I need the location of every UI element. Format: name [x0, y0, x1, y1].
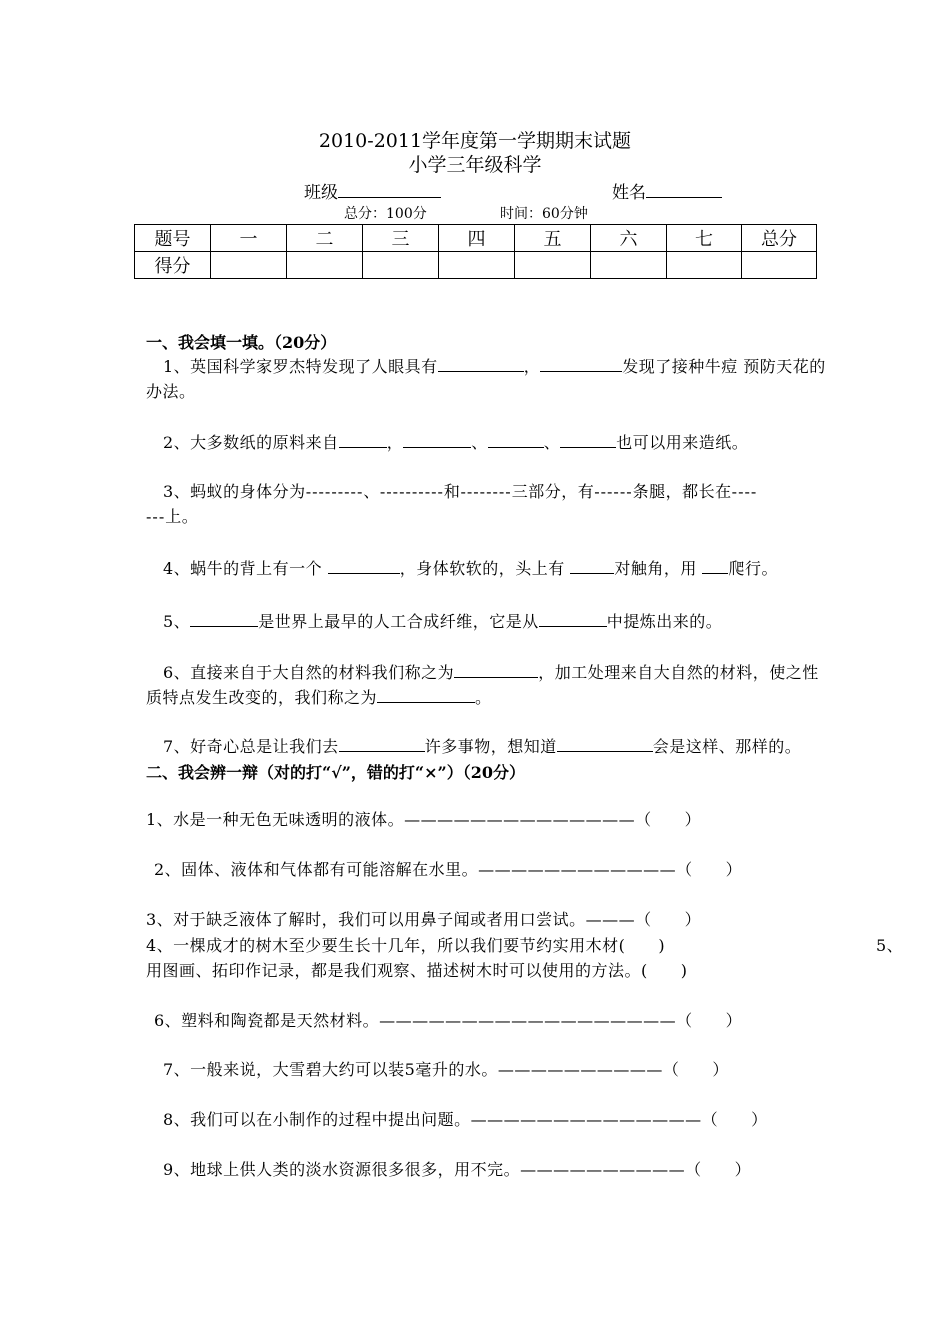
- question-text: 对触角，用: [614, 559, 703, 578]
- score-table-header-cell: 二: [287, 225, 363, 252]
- score-table-header-cell: 三: [363, 225, 439, 252]
- section1-heading: 一、我会填一填。（20分）: [146, 333, 337, 352]
- score-table-header-cell: 四: [439, 225, 515, 252]
- score-cell[interactable]: [439, 252, 515, 279]
- total-score: 总分：100分: [344, 206, 427, 222]
- question-text: 上。: [165, 507, 199, 526]
- class-blank[interactable]: [338, 180, 441, 198]
- score-cell[interactable]: [515, 252, 591, 279]
- true-false-1: 1、水是一种无色无味透明的液体。——————————————（ ）: [146, 810, 702, 829]
- question-text: 中提炼出来的。: [606, 612, 723, 631]
- score-cell[interactable]: [667, 252, 742, 279]
- score-cell[interactable]: [742, 252, 817, 279]
- question-text: 也可以用来造纸。: [616, 433, 749, 452]
- score-table-header-cell: 五: [515, 225, 591, 252]
- question-text: ，加工处理来自大自然的材料，使之性: [538, 663, 819, 682]
- exam-subtitle: 小学三年级科学: [408, 154, 542, 176]
- answer-blank[interactable]: ----------: [379, 482, 444, 501]
- answer-blank[interactable]: [557, 735, 653, 752]
- answer-blank[interactable]: [328, 557, 400, 574]
- question-1-7: [163, 734, 801, 757]
- answer-blank[interactable]: [438, 355, 524, 372]
- question-text: ，身体软软的，头上有: [399, 559, 571, 578]
- score-cell[interactable]: [363, 252, 439, 279]
- question-text: 会是这样、那样的。: [652, 737, 802, 756]
- score-table-score-row: [135, 252, 817, 279]
- answer-blank[interactable]: ----: [731, 482, 758, 501]
- question-1-1: [163, 354, 826, 377]
- score-table-header-cell: 题号: [135, 225, 211, 252]
- question-text: 、: [543, 433, 561, 452]
- question-text: 和: [443, 482, 461, 501]
- question-1-1-cont: 办法。: [146, 382, 196, 401]
- score-cell[interactable]: [591, 252, 667, 279]
- name-blank[interactable]: [646, 180, 722, 198]
- question-text: 许多事物，想知道: [424, 737, 557, 756]
- question-text: 发现了接种牛痘 预防天花的: [622, 357, 826, 376]
- score-table-header-row: [135, 225, 817, 252]
- question-1-3: [163, 479, 757, 502]
- section2-heading: 二、我会辨一辩（对的打“√”，错的打“×”）（20分）: [146, 763, 526, 782]
- question-1-6-cont: [146, 685, 492, 708]
- score-table-header-cell: 总分: [742, 225, 817, 252]
- score-cell[interactable]: [211, 252, 287, 279]
- true-false-3: 3、对于缺乏液体了解时，我们可以用鼻子闻或者用口尝试。———（ ）: [146, 910, 702, 929]
- true-false-2: 2、固体、液体和气体都有可能溶解在水里。————————————（ ）: [154, 860, 743, 879]
- answer-blank[interactable]: ---: [146, 507, 166, 526]
- answer-blank[interactable]: [403, 431, 471, 448]
- question-text: 3、蚂蚁的身体分为: [163, 482, 306, 501]
- answer-blank[interactable]: --------: [460, 482, 512, 501]
- answer-blank[interactable]: [702, 557, 728, 574]
- question-text: 2、大多数纸的原料来自: [163, 433, 339, 452]
- exam-title: 2010-2011学年度第一学期期末试题: [318, 130, 632, 152]
- question-1-6: [163, 660, 819, 683]
- true-false-5-number: 5、: [876, 936, 904, 955]
- true-false-8: 8、我们可以在小制作的过程中提出问题。——————————————（ ）: [163, 1110, 768, 1129]
- exam-time: 时间：60分钟: [500, 206, 588, 222]
- answer-blank[interactable]: [539, 610, 607, 627]
- question-1-2: [163, 430, 748, 453]
- question-text: ，: [386, 433, 404, 452]
- true-false-5: 用图画、拓印作记录，都是我们观察、描述树木时可以使用的方法。( ): [146, 961, 688, 980]
- true-false-9: 9、地球上供人类的淡水资源很多很多，用不完。——————————（ ）: [163, 1160, 752, 1179]
- question-text: 1、英国科学家罗杰特发现了人眼具有: [163, 357, 438, 376]
- score-cell[interactable]: [287, 252, 363, 279]
- question-1-4: [163, 556, 778, 579]
- answer-blank[interactable]: [570, 557, 614, 574]
- answer-blank[interactable]: [488, 431, 544, 448]
- class-field: [304, 178, 441, 203]
- class-label: 班级: [304, 183, 338, 203]
- answer-blank[interactable]: [190, 610, 258, 627]
- question-text: 三部分，有: [511, 482, 595, 501]
- score-table-header-cell: 一: [211, 225, 287, 252]
- question-text: 是世界上最早的人工合成纤维，它是从: [258, 612, 539, 631]
- answer-blank[interactable]: [540, 355, 622, 372]
- answer-blank[interactable]: ------: [594, 482, 633, 501]
- true-false-4: 4、一棵成才的树木至少要生长十几年，所以我们要节约实用木材( ): [146, 936, 666, 955]
- true-false-7: 7、一般来说，大雪碧大约可以装5毫升的水。——————————（ ）: [163, 1060, 729, 1079]
- question-text: 爬行。: [728, 559, 778, 578]
- answer-blank[interactable]: [377, 686, 475, 703]
- question-text: 。: [475, 688, 492, 707]
- question-1-3-cont: [146, 504, 198, 527]
- question-text: 条腿，都长在: [632, 482, 732, 501]
- question-text: 6、直接来自于大自然的材料我们称之为: [163, 663, 455, 682]
- score-table-header-cell: 七: [667, 225, 742, 252]
- answer-blank[interactable]: [339, 431, 387, 448]
- name-label: 姓名: [612, 183, 646, 203]
- question-text: 、: [471, 433, 488, 452]
- question-text: 、: [363, 482, 380, 501]
- question-text: 4、蜗牛的背上有一个: [163, 559, 328, 578]
- score-table-header-cell: 六: [591, 225, 667, 252]
- answer-blank[interactable]: [454, 661, 538, 678]
- answer-blank[interactable]: [560, 431, 616, 448]
- question-text: 7、好奇心总是让我们去: [163, 737, 339, 756]
- name-field: [612, 178, 722, 203]
- question-1-5: [163, 609, 722, 632]
- question-text: 质特点发生改变的，我们称之为: [146, 688, 378, 707]
- true-false-6: 6、塑料和陶瓷都是天然材料。——————————————————（ ）: [154, 1011, 743, 1030]
- score-row-label: 得分: [135, 252, 211, 279]
- question-text: ，: [523, 357, 541, 376]
- answer-blank[interactable]: [339, 735, 425, 752]
- answer-blank[interactable]: ---------: [305, 482, 364, 501]
- score-table: [134, 224, 817, 279]
- question-text: 5、: [163, 612, 191, 631]
